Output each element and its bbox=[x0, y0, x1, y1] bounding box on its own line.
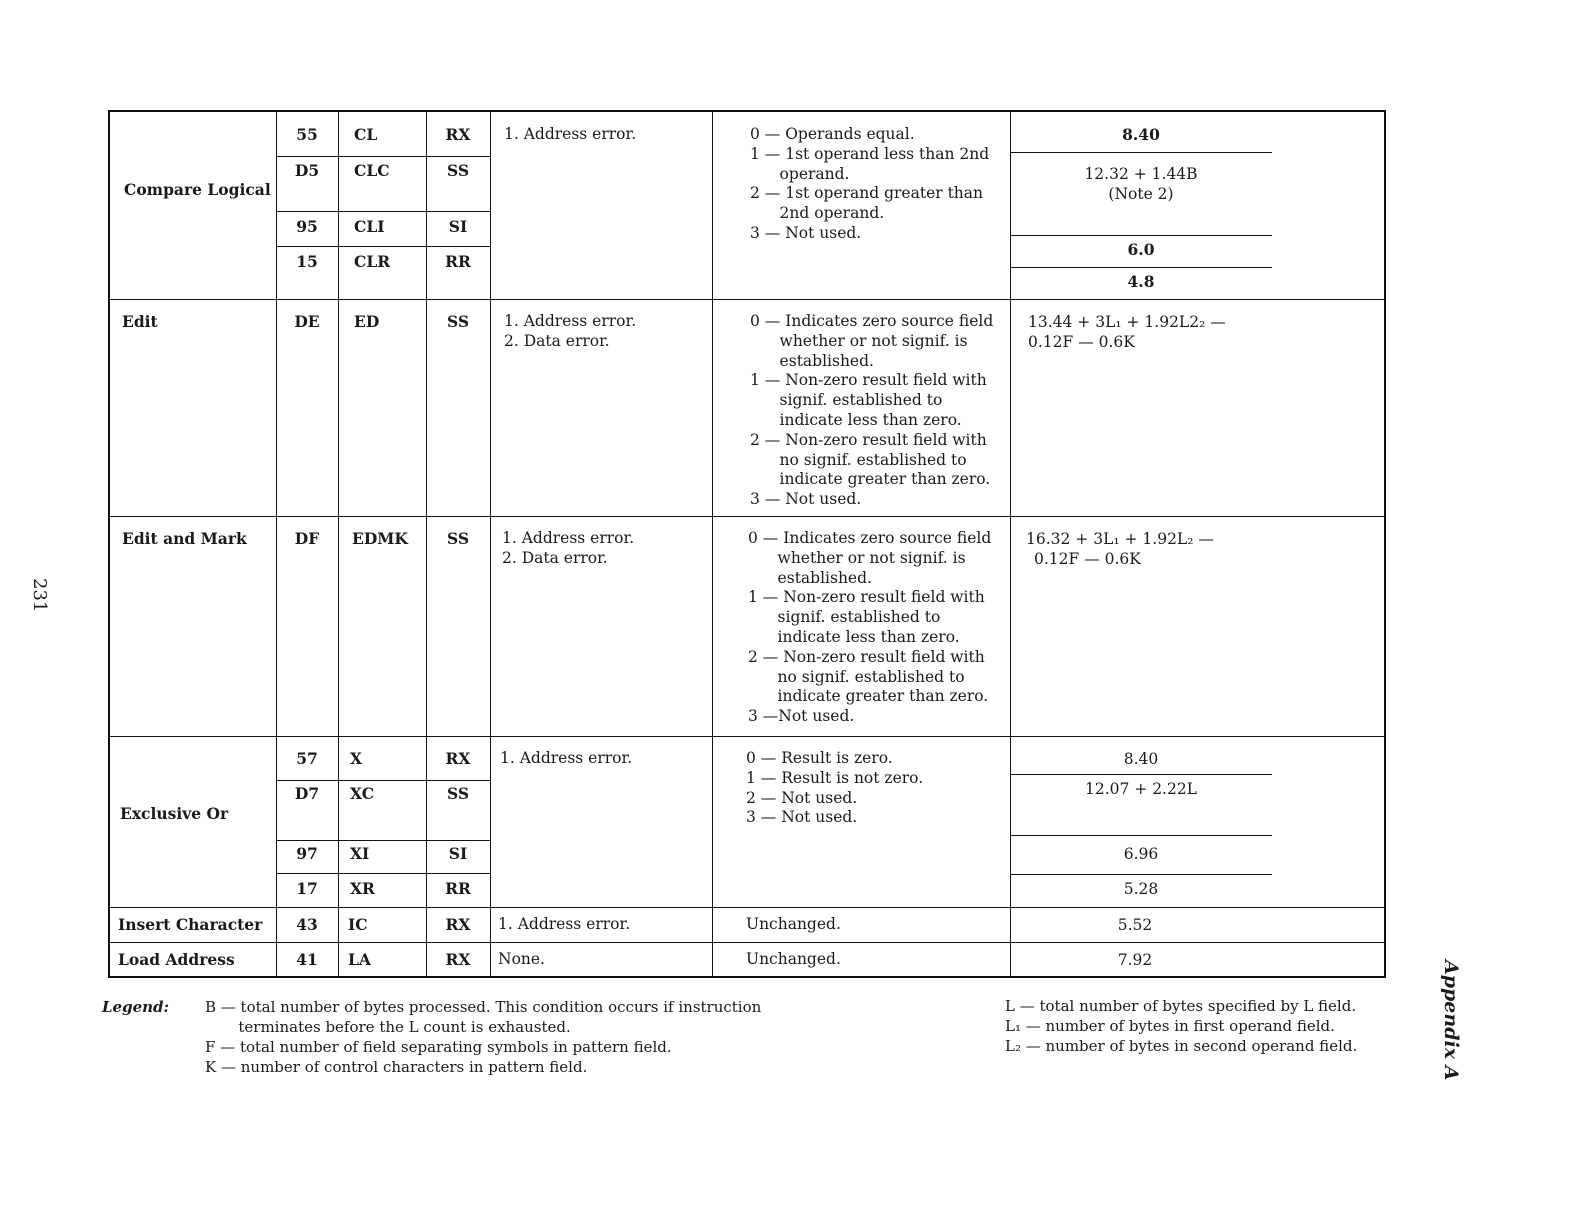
condition-codes: Unchanged. bbox=[746, 915, 841, 933]
format: RX bbox=[445, 915, 471, 934]
mnemonic: CLI bbox=[354, 217, 385, 236]
instruction-table bbox=[108, 110, 1386, 978]
instruction-name: Edit bbox=[122, 312, 158, 331]
format: SI bbox=[448, 217, 468, 236]
subrow-divider bbox=[276, 246, 490, 247]
instruction-name: Exclusive Or bbox=[120, 804, 229, 823]
mnemonic: LA bbox=[348, 950, 371, 969]
exceptions: 1. Address error. bbox=[498, 915, 631, 933]
op-code: 41 bbox=[296, 950, 318, 969]
op-code: D7 bbox=[294, 784, 320, 803]
legend-title: Legend: bbox=[102, 998, 170, 1016]
subrow-divider bbox=[276, 840, 490, 841]
subrow-divider bbox=[1010, 152, 1272, 153]
format: SS bbox=[446, 529, 470, 548]
format: RX bbox=[445, 125, 471, 144]
mnemonic: CLR bbox=[354, 252, 391, 271]
mnemonic: X bbox=[350, 749, 363, 768]
op-code: DF bbox=[294, 529, 320, 548]
timing: 6.96 bbox=[1123, 845, 1159, 863]
instruction-name: Edit and Mark bbox=[122, 529, 247, 548]
timing: 12.07 + 2.22L bbox=[1084, 780, 1198, 798]
timing: 5.52 bbox=[1117, 916, 1153, 934]
op-code: 57 bbox=[296, 749, 318, 768]
subrow-divider bbox=[276, 156, 490, 157]
timing: 4.8 bbox=[1127, 272, 1155, 291]
op-code: 17 bbox=[296, 879, 318, 898]
mnemonic: EDMK bbox=[352, 529, 408, 548]
exceptions: 1. Address error. bbox=[504, 125, 637, 143]
condition-codes: 0 — Result is zero. 1 — Result is not zero. 2 — Not used. 3 — Not used. bbox=[746, 749, 924, 827]
format: SS bbox=[446, 784, 470, 803]
mnemonic: IC bbox=[348, 915, 368, 934]
mnemonic: ED bbox=[354, 312, 380, 331]
exceptions: None. bbox=[498, 950, 545, 968]
instruction-name: Compare Logical bbox=[124, 180, 271, 199]
exceptions: 1. Address error. 2. Data error. bbox=[504, 312, 637, 350]
op-code: D5 bbox=[294, 161, 320, 180]
subrow-divider bbox=[1010, 267, 1272, 268]
instruction-name: Load Address bbox=[118, 950, 235, 969]
timing: 0.12F — 0.6K bbox=[1034, 550, 1141, 568]
timing: 12.32 + 1.44B bbox=[1084, 165, 1198, 183]
timing: 0.12F — 0.6K bbox=[1028, 333, 1135, 351]
op-code: 43 bbox=[296, 915, 318, 934]
op-code: 15 bbox=[296, 252, 318, 271]
subrow-divider bbox=[276, 211, 490, 212]
legend-left: B — total number of bytes processed. This condition occurs if instruction terminates before the L count is exhausted. F — total number of field separating symbols in pattern field. K — number of control characters in pattern field. bbox=[205, 998, 762, 1076]
op-code: 95 bbox=[296, 217, 318, 236]
timing: 16.32 + 3L₁ + 1.92L₂ — bbox=[1026, 530, 1214, 548]
subrow-divider bbox=[276, 873, 490, 874]
row-divider bbox=[110, 299, 1386, 300]
appendix-heading: Appendix A bbox=[1440, 960, 1462, 1081]
condition-codes: Unchanged. bbox=[746, 950, 841, 968]
mnemonic: XR bbox=[350, 879, 375, 898]
format: SS bbox=[446, 312, 470, 331]
row-divider bbox=[110, 736, 1386, 737]
subrow-divider bbox=[1010, 235, 1272, 236]
format: SS bbox=[446, 161, 470, 180]
row-divider bbox=[110, 907, 1386, 908]
row-divider bbox=[110, 516, 1386, 517]
col-divider bbox=[712, 112, 713, 978]
col-divider bbox=[490, 112, 491, 978]
op-code: 55 bbox=[296, 125, 318, 144]
timing: 8.40 bbox=[1122, 125, 1160, 144]
subrow-divider bbox=[276, 780, 490, 781]
format: RR bbox=[445, 879, 471, 898]
legend-right: L — total number of bytes specified by L field. L₁ — number of bytes in first operand field. L₂ — number of bytes in second operand field. bbox=[1005, 997, 1358, 1055]
format: RX bbox=[445, 749, 471, 768]
timing: 8.40 bbox=[1123, 750, 1159, 768]
format: RR bbox=[445, 252, 471, 271]
exceptions: 1. Address error. bbox=[500, 749, 633, 767]
mnemonic: CL bbox=[354, 125, 378, 144]
condition-codes: 0 — Operands equal. 1 — 1st operand less than 2nd operand. 2 — 1st operand greater than 2nd operand. 3 — Not used. bbox=[750, 125, 990, 242]
mnemonic: XC bbox=[350, 784, 375, 803]
col-divider bbox=[338, 112, 339, 978]
timing-note: (Note 2) bbox=[1108, 185, 1174, 203]
timing: 6.0 bbox=[1127, 240, 1155, 259]
op-code: 97 bbox=[296, 844, 318, 863]
timing: 13.44 + 3L₁ + 1.92L2₂ — bbox=[1028, 313, 1226, 331]
page-number: 231 bbox=[29, 578, 50, 613]
condition-codes: 0 — Indicates zero source field whether or not signif. is established. 1 — Non-zero result field with signif. established to indicate less than zero. 2 — Non-zero result field with no signif. established to indicate greater than zero. 3 —Not used. bbox=[748, 529, 992, 726]
subrow-divider bbox=[1010, 774, 1272, 775]
timing: 5.28 bbox=[1123, 880, 1159, 898]
row-divider bbox=[110, 942, 1386, 943]
condition-codes: 0 — Indicates zero source field whether or not signif. is established. 1 — Non-zero result field with signif. established to indicate less than zero. 2 — Non-zero result field with no signif. established to indicate greater than zero. 3 — Not used. bbox=[750, 312, 994, 509]
format: RX bbox=[445, 950, 471, 969]
mnemonic: XI bbox=[350, 844, 370, 863]
mnemonic: CLC bbox=[354, 161, 390, 180]
exceptions: 1. Address error. 2. Data error. bbox=[502, 529, 635, 567]
op-code: DE bbox=[294, 312, 320, 331]
subrow-divider bbox=[1010, 835, 1272, 836]
format: SI bbox=[448, 844, 468, 863]
instruction-name: Insert Character bbox=[118, 915, 263, 934]
subrow-divider bbox=[1010, 874, 1272, 875]
timing: 7.92 bbox=[1117, 951, 1153, 969]
